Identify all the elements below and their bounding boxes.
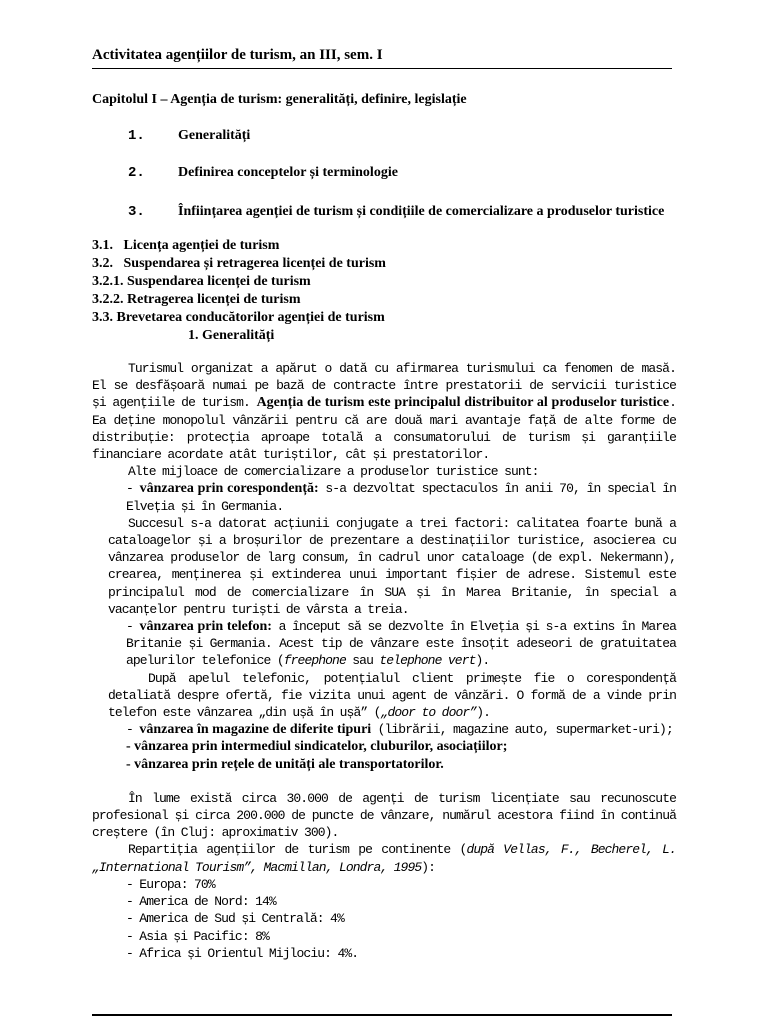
toc-item-2-number: 2. [128, 165, 145, 181]
list-item: - vânzarea prin intermediul sindicatelor, cluburilor, asociațiilor; [126, 739, 508, 755]
footer-rule [92, 1014, 672, 1016]
key-definition: Agenția de turism este principalul distribuitor al produselor turistice [256, 395, 670, 411]
toc-subitems [92, 237, 386, 345]
toc-item-2-label: Definirea conceptelor și terminologie [178, 165, 398, 180]
chapter-title: Capitolul I – Agenția de turism: generalități, definire, legislație [92, 92, 467, 107]
running-header: Activitatea agențiilor de turism, an III, sem. I [92, 47, 383, 63]
paragraph: În lume există circa 30.000 de agenți de turism licențiate sau recunoscute profesional și circa 200.000 de puncte de vânzare, numărul acestora fiind în continuă creștere (în Cluj: aproximativ 300). [92, 790, 676, 841]
section-heading: 1. Generalități [188, 328, 275, 343]
toc-item-3-number: 3. [128, 204, 145, 220]
body-text [92, 360, 676, 962]
list-item: - Asia și Pacific: 8% [126, 928, 269, 944]
toc-item-3-label: Înființarea agenției de turism și condițiile de comercializare a produselor turistice [178, 204, 665, 219]
list-item: - America de Sud și Centrală: 4% [126, 911, 344, 927]
list-item: - vânzarea prin telefon: a început să se dezvolte în Elveția și s-a extins în Marea Britanie și Germania. Acest tip de vânzare este însoțit adeseori de gratuitatea apelurilor telefonice (freephone sau telephone vert). [126, 619, 676, 669]
list-item: - vânzarea prin corespondență: s-a dezvoltat spectaculos în anii 70, în special în Elveția și în Germania. [126, 481, 676, 514]
paragraph: Alte mijloace de comercializare a produselor turistice sunt: [128, 464, 539, 480]
list-item: - vânzarea prin rețele de unități ale transportatorilor. [126, 756, 444, 772]
header-rule [92, 68, 672, 69]
toc-subitem: 3.2. Suspendarea și retragerea licenței de turism [92, 256, 386, 271]
paragraph: Turismul organizat a apărut o dată cu afirmarea turismului ca fenomen de masă. El se desfășoară numai pe bază de contracte între prestatorii de servicii turistice și agențiile de turism. Agenția de turism este principalul distribuitor al produselor turistice. Ea deține monopolul vânzării pentru că are două mari avantaje față de alte forme de distribuție: protecția aproape totală a consumatorului de turism și garanțiile financiare acordate atât turiștilor, cât și prestatorilor. [92, 361, 676, 463]
paragraph: După apelul telefonic, potențialul client primește fie o corespondență detaliată despre ofertă, fie vizita unui agent de vânzări. O formă de a vinde prin telefon este vânzarea „din ușă în ușă” („door to door”). [108, 670, 676, 721]
toc-item-1-label: Generalități [178, 128, 251, 143]
list-item: - Africa și Orientul Mijlociu: 4%. [126, 945, 359, 961]
toc-subitem: 3.1. Licența agenției de turism [92, 238, 280, 253]
list-item: - Europa: 70% [126, 876, 215, 892]
continent-list [92, 876, 676, 962]
paragraph: Repartiția agențiilor de turism pe continente (după Vellas, F., Becherel, L. „International Tourism”, Macmillan, Londra, 1995): [92, 842, 676, 875]
toc-item-3 [128, 202, 676, 222]
paragraph: Succesul s-a datorat acțiunii conjugate a trei factori: calitatea foarte bună a cataloagelor și a broșurilor de prezentare a destinațiilor turistice, asocierea cu vânzarea produselor de larg consum, în cadrul unor cataloage (de expl. Nekermann), crearea, menținerea și extinderea unui important fișier de adrese. Sistemul este principalul mod de comercializare în SUA și în Marea Britanie, în special a vacanțelor pentru turiști de vârsta a treia. [108, 515, 676, 617]
toc-subitem: 3.3. Brevetarea conducătorilor agenției de turism [92, 310, 385, 325]
toc-subitem: 3.2.1. Suspendarea licenței de turism [92, 274, 311, 289]
toc-subitem: 3.2.2. Retragerea licenței de turism [92, 292, 301, 307]
toc-item-1-number: 1. [128, 128, 145, 144]
list-item: - vânzarea în magazine de diferite tipuri (librării, magazine auto, supermarket-uri); [126, 722, 673, 738]
list-item: - America de Nord: 14% [126, 894, 276, 910]
